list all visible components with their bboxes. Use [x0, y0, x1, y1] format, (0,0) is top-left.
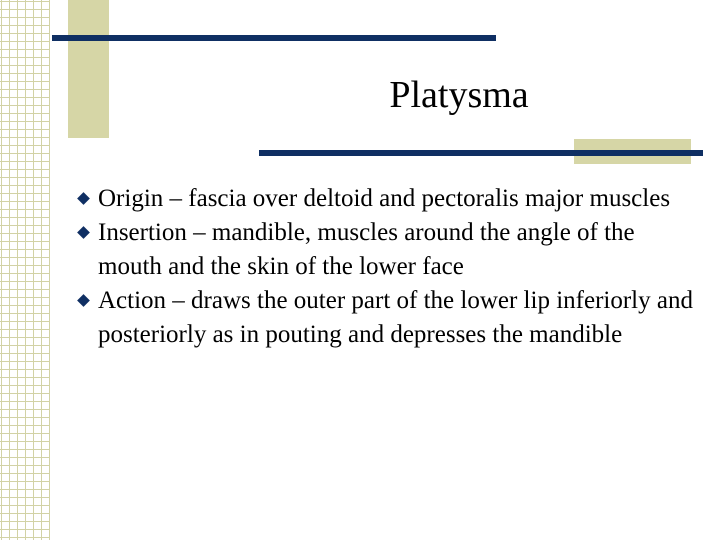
bullet-text: Action – draws the outer part of the lower lip inferiorly and posteriorly as in pouting and depresses the mandible: [98, 287, 693, 348]
bullet-text: Origin – fascia over deltoid and pectoralis major muscles: [98, 185, 671, 212]
slide-title: Platysma: [389, 74, 529, 116]
title-rule-top: [52, 35, 496, 41]
checkered-decor-strip: [0, 0, 50, 540]
bullet-origin: [78, 182, 698, 216]
diamond-bullet-icon: [77, 192, 90, 205]
bullet-action: [78, 284, 698, 352]
bullet-text: Insertion – mandible, muscles around the angle of the mouth and the skin of the lower face: [98, 219, 635, 280]
diamond-bullet-icon: [77, 294, 90, 307]
bullet-insertion: [78, 216, 698, 284]
diamond-bullet-icon: [77, 226, 90, 239]
title-rule-bottom: [259, 150, 703, 156]
decor-block-top: [68, 0, 109, 138]
bullet-list: [78, 182, 698, 352]
